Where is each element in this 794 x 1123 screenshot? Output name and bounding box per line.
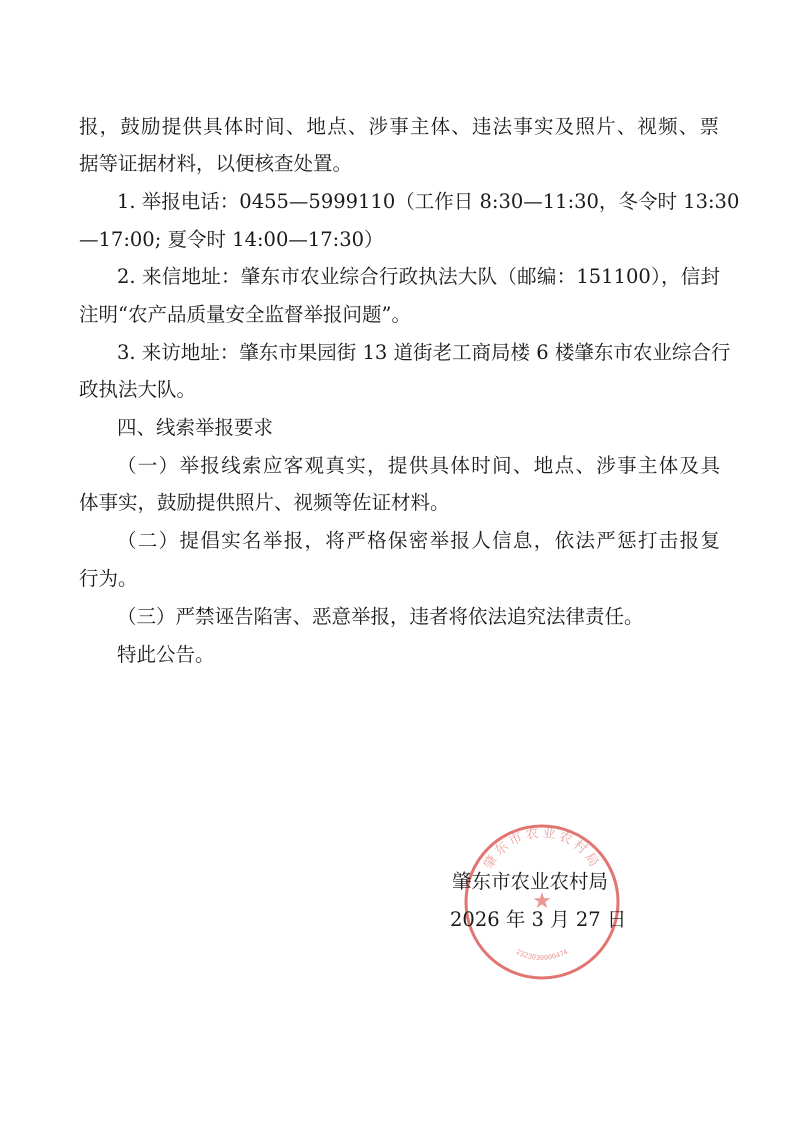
section-heading: 四、线索举报要求 <box>117 416 274 439</box>
report-phone-hours-line: —17:00; 夏令时 14:00—17:30） <box>79 228 384 251</box>
mail-address-note-line: 注明“农产品质量安全监督举报问题”。 <box>79 303 411 326</box>
svg-text:2323030000474: 2323030000474 <box>514 947 570 963</box>
visit-address-line: 3. 来访地址：肇东市果园街 13 道街老工商局楼 6 楼肇东市农业综合行 <box>117 341 731 364</box>
svg-text:★: ★ <box>532 889 552 914</box>
paragraph-line: 据等证据材料，以便核查处置。 <box>79 152 353 175</box>
requirement-2-continued-line: 行为。 <box>79 567 138 590</box>
svg-text:肇东市农业农村局: 肇东市农业农村局 <box>481 825 603 872</box>
issuer-name: 肇东市农业农村局 <box>452 870 609 893</box>
mail-address-line: 2. 来信地址：肇东市农业综合行政执法大队（邮编：151100），信封 <box>117 265 720 288</box>
paragraph-line: 报，鼓励提供具体时间、地点、涉事主体、违法事实及照片、视频、票 <box>79 115 719 138</box>
requirement-1-continued-line: 体事实，鼓励提供照片、视频等佐证材料。 <box>79 491 450 514</box>
visit-address-continued-line: 政执法大队。 <box>79 378 197 401</box>
requirement-2-line: （二）提倡实名举报，将严格保密举报人信息，依法严惩打击报复 <box>117 529 720 552</box>
requirement-3-line: （三）严禁诬告陷害、恶意举报，违者将依法追究法律责任。 <box>117 605 644 628</box>
requirement-1-line: （一）举报线索应客观真实，提供具体时间、地点、涉事主体及具 <box>117 454 720 477</box>
issue-date: 2026 年 3 月 27 日 <box>450 908 627 931</box>
closing-line: 特此公告。 <box>117 643 215 666</box>
report-phone-line: 1. 举报电话：0455—5999110（工作日 8:30—11:30，冬令时 13:30 <box>117 190 740 213</box>
